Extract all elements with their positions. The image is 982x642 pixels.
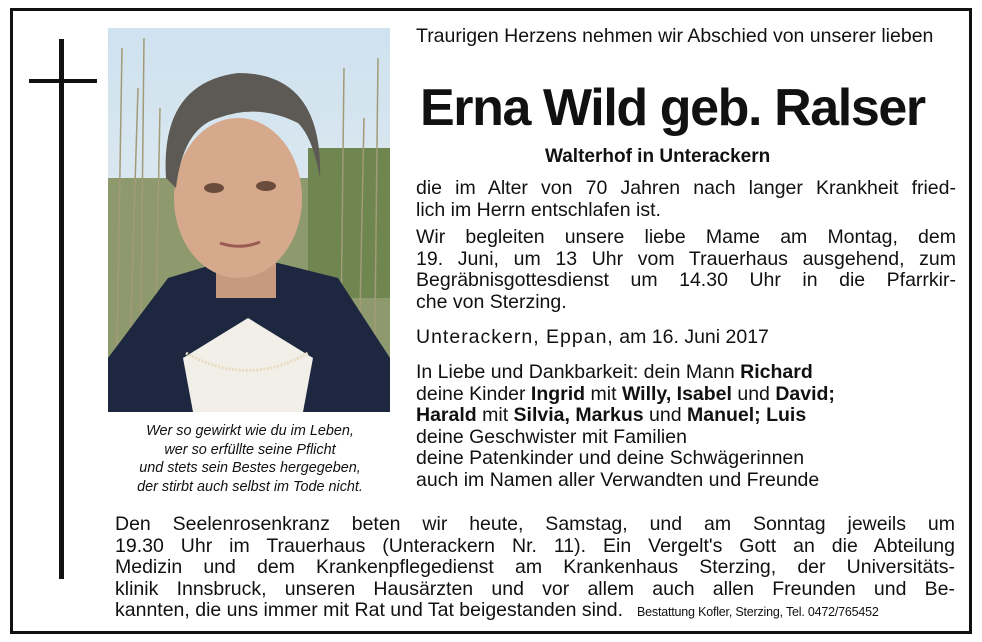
mourners-line: deine Geschwister mit Familien	[416, 425, 687, 448]
mourners-line: Harald mit Silvia, Markus und Manuel; Luis	[416, 404, 807, 426]
quote-line: und stets sein Bestes hergegeben,	[139, 460, 361, 476]
funeral-home-credit: Bestattung Kofler, Sterzing, Tel. 0472/765452	[637, 605, 879, 619]
passing-paragraph	[416, 178, 956, 221]
text-line: lich im Herrn entschlafen ist.	[416, 198, 661, 221]
mourners-line: deine Patenkinder und deine Schwägerinnen	[416, 447, 805, 469]
quote-line: Wer so gewirkt wie du im Leben,	[146, 423, 354, 439]
rosary-thanks-paragraph	[115, 514, 955, 624]
text-line: che von Sterzing.	[416, 290, 567, 313]
text-line: Medizin und dem Krankenpflegedienst am Krankenhaus Sterzing, der Universitäts-	[115, 556, 955, 578]
text-line: Begräbnisgottesdienst um 14.30 Uhr in die Pfarrkir-	[416, 269, 956, 291]
place-date-line	[416, 327, 956, 349]
memorial-quote	[100, 422, 400, 496]
date: am 16. Juni 2017	[619, 326, 769, 348]
quote-line: der stirbt auch selbst im Tode nicht.	[137, 478, 363, 495]
text-line: Wir begleiten unsere liebe Mame am Montag, dem	[416, 226, 956, 248]
mourners-line: deine Kinder Ingrid mit Willy, Isabel und David;	[416, 382, 835, 405]
text-line: klinik Innsbruck, unseren Hausärzten und vor allem auch allen Freunden und Be-	[115, 577, 955, 600]
mourners-list	[416, 362, 956, 491]
portrait-photo	[108, 28, 390, 412]
residence-subtitle: Walterhof in Unterackern	[545, 146, 771, 167]
text-line: 19.30 Uhr im Trauerhaus (Unterackern Nr. 11). Ein Vergelt's Gott an die Abteilung	[115, 534, 955, 557]
place: Unterackern, Eppan,	[416, 326, 614, 348]
cross-icon-bar	[29, 79, 97, 83]
text-line: kannten, die uns immer mit Rat und Tat beigestanden sind. Bestattung Kofler, Sterzing, Tel. 0472/765452	[115, 599, 879, 621]
cross-icon	[59, 39, 64, 579]
text-line: Den Seelenrosenkranz beten wir heute, Samstag, und am Sonntag jeweils um	[115, 513, 955, 535]
text-line: 19. Juni, um 13 Uhr vom Trauerhaus ausgehend, zum	[416, 247, 956, 270]
mourners-line: In Liebe und Dankbarkeit: dein Mann Richard	[416, 361, 813, 383]
deceased-name: Erna Wild geb. Ralser	[420, 79, 925, 137]
mourners-line: auch im Namen aller Verwandten und Freunde	[416, 468, 820, 491]
funeral-paragraph	[416, 227, 956, 313]
text-line: die im Alter von 70 Jahren nach langer Krankheit fried-	[416, 177, 956, 199]
quote-line: wer so erfüllte seine Pflicht	[164, 441, 336, 458]
intro-text: Traurigen Herzens nehmen wir Abschied von unserer lieben	[416, 25, 934, 47]
